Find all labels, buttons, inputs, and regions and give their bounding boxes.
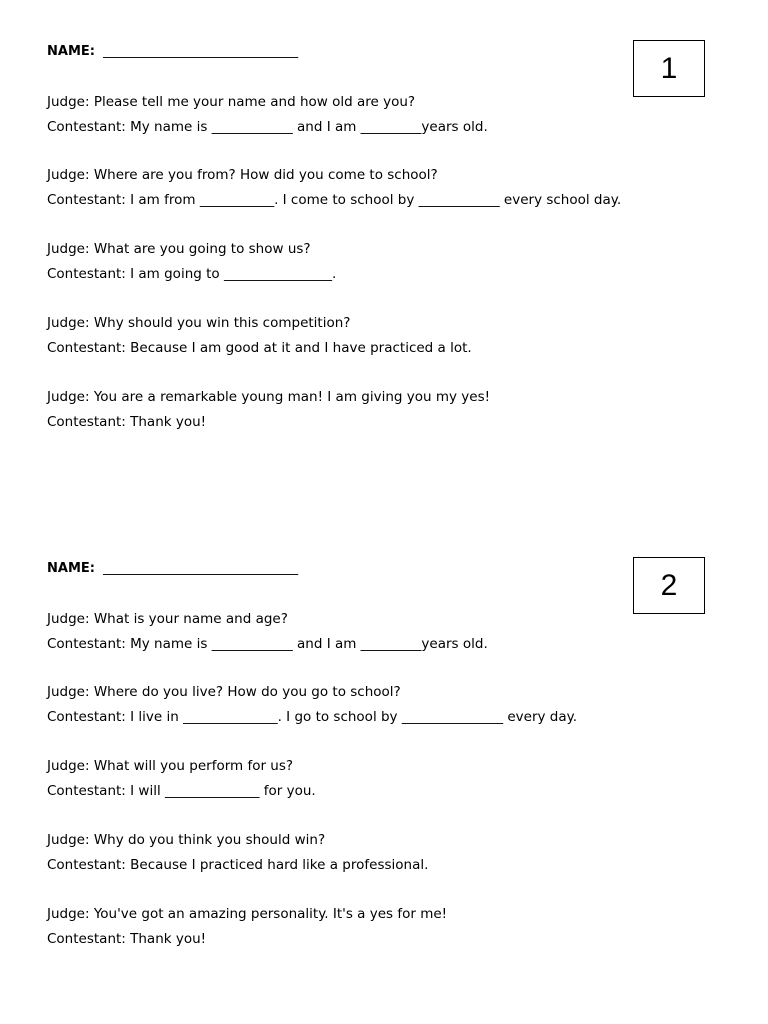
contestant-line: Contestant: I live in ______________. I go to school by _______________ every day. — [47, 709, 578, 725]
judge-line: Judge: Where do you live? How do you go to school? — [47, 684, 401, 700]
judge-line: Judge: You've got an amazing personality. It's a yes for me! — [47, 906, 448, 922]
name-blank: ______________________________ — [103, 44, 299, 59]
contestant-line: Contestant: Thank you! — [47, 931, 207, 947]
judge-line: Judge: You are a remarkable young man! I am giving you my yes! — [47, 389, 491, 405]
worksheet-number-box: 2 — [633, 557, 705, 614]
name-label: NAME: — [47, 44, 95, 59]
contestant-line: Contestant: Thank you! — [47, 414, 207, 430]
judge-line: Judge: Please tell me your name and how old are you? — [47, 94, 416, 110]
contestant-line: Contestant: Because I practiced hard like a professional. — [47, 857, 429, 873]
name-row — [47, 561, 298, 577]
contestant-line: Contestant: Because I am good at it and I have practiced a lot. — [47, 340, 472, 356]
worksheet-number-box: 1 — [633, 40, 705, 97]
contestant-line: Contestant: My name is ____________ and I am _________years old. — [47, 636, 488, 652]
contestant-line: Contestant: I am from ___________. I come to school by ____________ every school day. — [47, 192, 622, 208]
judge-line: Judge: What is your name and age? — [47, 611, 288, 627]
name-blank: ______________________________ — [103, 561, 299, 576]
judge-line: Judge: What are you going to show us? — [47, 241, 311, 257]
name-label: NAME: — [47, 561, 95, 576]
judge-line: Judge: Why should you win this competition? — [47, 315, 351, 331]
contestant-line: Contestant: I am going to ________________. — [47, 266, 337, 282]
contestant-line: Contestant: My name is ____________ and I am _________years old. — [47, 119, 488, 135]
name-row — [47, 44, 298, 60]
judge-line: Judge: What will you perform for us? — [47, 758, 294, 774]
judge-line: Judge: Why do you think you should win? — [47, 832, 326, 848]
judge-line: Judge: Where are you from? How did you come to school? — [47, 167, 438, 183]
contestant-line: Contestant: I will ______________ for you. — [47, 783, 316, 799]
